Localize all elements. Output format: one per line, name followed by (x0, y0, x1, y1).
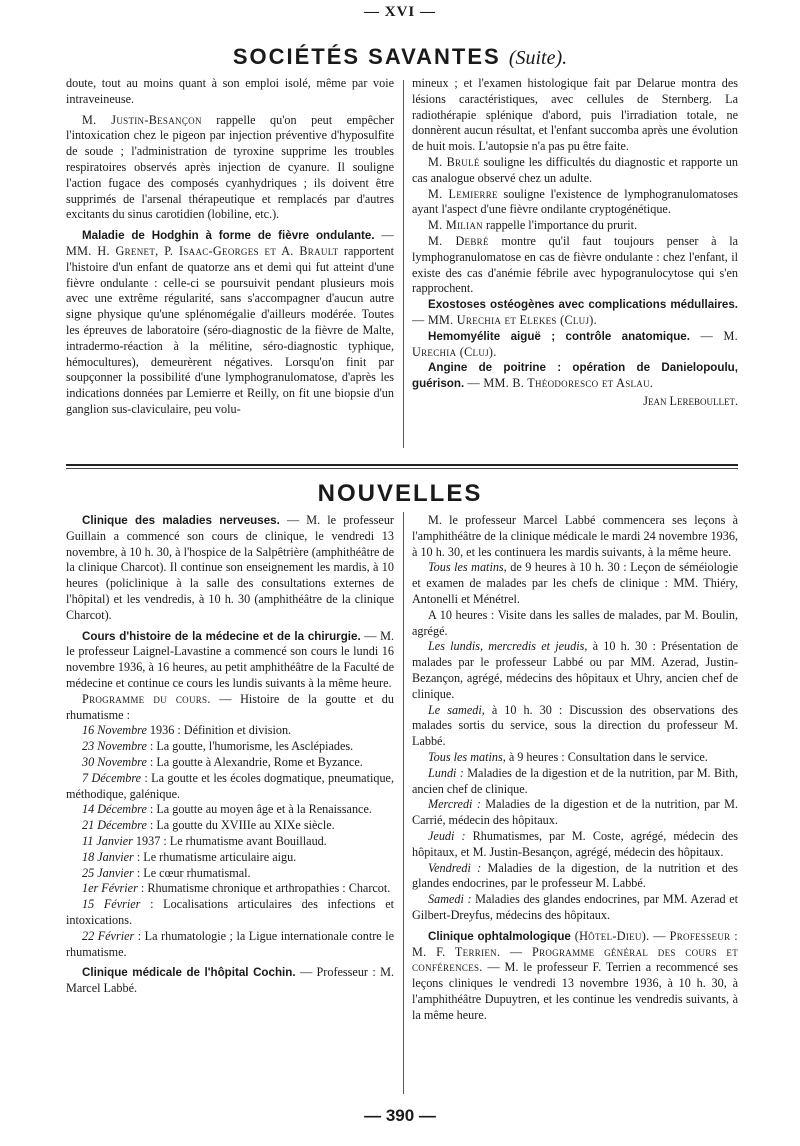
program-item: 22 Février : La rhumatologie ; la Ligue internationale contre le rhumatisme. (66, 928, 394, 959)
paragraph: M. Milian rappelle l'importance du prurit. (428, 218, 638, 233)
program-item: 14 Décembre : La goutte au moyen âge et à la Renaissance. (82, 802, 372, 817)
program-item: 16 Novembre 1936 : Définition et division. (82, 723, 292, 738)
section-title-societes (0, 44, 800, 70)
paragraph: doute, tout au moins quant à son emploi isolé, même par voie intraveineuse. (66, 76, 394, 106)
paragraph: mineux ; et l'examen histologique fait par Delarue montra des lésions caractéristiques, avec cellules de Sternberg. La radiothérapie splénique d'abord, puis l'irradiation totale, ne donnèrent aucun résultat, et l'enfant succomba après une évolution de huit mois. L'autopsie n'a pas pu être faite. (412, 76, 738, 154)
program-item: 30 Novembre : La goutte à Alexandrie, Rome et Byzance. (82, 754, 363, 769)
program-item: 15 Février : Localisations articulaires des infections et intoxications. (66, 897, 395, 927)
program-item: 23 Novembre : La goutte, l'humorisme, les Asclépiades. (82, 739, 354, 754)
schedule-item: Le samedi, à 10 h. 30 : Discussion des observations des malades sortis du service, sous la direction du professeur M. Labbé. (412, 702, 738, 749)
schedule-item: Tous les matins, de 9 heures à 10 h. 30 : Leçon de séméiologie et examen de malades par les chefs de clinique : MM. Thiéry, Antonelli et Ménétrel. (412, 560, 738, 606)
paragraph: Angine de poitrine : opération de Danielopoulu, guérison. — MM. B. Théodoresco et Aslau. (412, 361, 738, 391)
title-suite: (Suite). (508, 47, 568, 69)
nouvelles-left-column (66, 513, 394, 997)
schedule-item: Tous les matins, à 9 heures : Consultation dans le service. (428, 749, 708, 764)
schedule-item: Vendredi : Maladies de la digestion, de la nutrition et des glandes endocrines, par le professeur M. Labbé. (412, 860, 738, 891)
paragraph: Clinique des maladies nerveuses. — M. le professeur Guillain a commencé son cours de clinique, le vendredi 13 novembre, à 10 h. 30, à l'hospice de la Salpêtrière (amphithéâtre de la clinique Charcot). Il continue son enseignement les mardis, à 10 heures (policlinique à la salle des consultations externes de l'hôpital) et les vendredis, à 10 h. 30 (amphithéâtre de la clinique Charcot). (66, 513, 394, 622)
paragraph: M. Lemierre souligne l'existence de lymphogranulomatoses ayant l'aspect d'une fièvre ondilante cryptogénétique. (412, 186, 738, 217)
signature: Jean Lereboullet. (643, 393, 738, 408)
schedule-list (412, 560, 738, 923)
paragraph: Programme du cours. — Histoire de la goutte et du rhumatisme : (66, 691, 394, 722)
program-item: 25 Janvier : Le cœur rhumatismal. (82, 865, 251, 880)
page-number: — 390 — (364, 1106, 436, 1125)
column-divider (403, 512, 404, 1094)
paragraph: M. Brulé souligne les difficultés du diagnostic et rapporte un cas analogue observé chez un adulte. (412, 154, 738, 185)
title-text: SOCIÉTÉS SAVANTES (232, 44, 501, 69)
schedule-item: Samedi : Maladies des glandes endocrines, par MM. Azerad et Gilbert-Dreyfus, médecins des hôpitaux. (412, 892, 738, 922)
page-roman-numeral: — XVI — (363, 4, 436, 20)
paragraph: Exostoses ostéogènes avec complications médullaires. — MM. Urechia et Elekes (Cluj). (412, 298, 738, 327)
paragraph: Clinique médicale de l'hôpital Cochin. — Professeur : M. Marcel Labbé. (66, 965, 394, 996)
program-item: 11 Janvier 1937 : Le rhumatisme avant Bouillaud. (82, 833, 327, 848)
paragraph: M. Justin-Besançon rappelle qu'on peut empêcher l'intoxication chez le pigeon par injection préventive d'hyposulfite de soude ; l'administration de tyroxine supprime les troubles respiratoires observés après injection de cyanure. Il souligne l'action fugace des composés cyanhydriques ; ils doivent être supprimés de l'arsenal thérapeutique et remplacés par d'autres excitants du sinus carotidien (lobiline, etc.). (66, 112, 395, 222)
paragraph: Hemomyélite aiguë ; contrôle anatomique. — M. Urechia (Cluj). (412, 328, 738, 359)
program-item: 21 Décembre : La goutte du XVIIIe au XIXe siècle. (82, 818, 335, 833)
schedule-item: Jeudi : Rhumatismes, par M. Coste, agrégé, médecin des hôpitaux, et M. Justin-Besançon, agrégé, médecin des hôpitaux. (412, 828, 739, 859)
section-title-nouvelles: NOUVELLES (317, 480, 483, 507)
paragraph: Maladie de Hodghin à forme de fièvre ondulante. — MM. H. Grenet, P. Isaac-Georges et A. Brault rapportent l'histoire d'un enfant de quatorze ans et demi qui fut atteint d'une fièvre ondulante : celle-ci se poursuivit pendant plusieurs mois avec une extrême régularité, sans s'accompagner d'aucun autre signe physique qu'une splénomégalie d'ailleurs modérée. Toutes les épreuves de laboratoire (séro-diagnostic de la fièvre de Malte, intradermo-réaction à la mélitine, séro-diagnostic typhique, hémocultures), demeurèrent négatives. Lorsqu'on finit par soupçonner la possibilité d'une lymphogranulomatose, d'après les indications données par Lemierre et Reilly, on fit une biopsie d'un ganglion sus-claviculaire, peu volu- (66, 228, 394, 416)
paragraph: Clinique ophtalmologique (Hôtel-Dieu). — Professeur : M. F. Terrien. — Programme général des cours et conférences. — M. le professeur F. Terrien a recommencé ses leçons cliniques le vendredi 13 novembre 1936, à 10 h. 30, à l'amphithéâtre Dupuytren, et les continue les vendredis suivants, à la même heure. (412, 928, 738, 1022)
column-divider (403, 80, 404, 448)
program-item: 7 Décembre : La goutte et les écoles dogmatique, pneumatique, méthodique, galénique. (66, 770, 394, 801)
societes-right-column (412, 76, 738, 410)
section-rule (66, 464, 738, 466)
paragraph: M. Debré montre qu'il faut toujours penser à la lymphogranulomatose en cas de fièvre ondulante : chez l'enfant, il existe des cas d'anémie fébrile avec hypogranulocytose qui s'en rapprochent. (412, 233, 738, 296)
paragraph: M. le professeur Marcel Labbé commencera ses leçons à l'amphithéâtre de la clinique médicale le mardi 24 novembre 1936, à 10 h. 30, et les continuera les mardis suivants, à la même heure. (412, 513, 738, 559)
nouvelles-right-column (412, 513, 738, 1024)
schedule-item: Mercredi : Maladies de la digestion et de la nutrition, par M. Carrié, médecin des hôpitaux. (412, 797, 738, 828)
schedule-item: A 10 heures : Visite dans les salles de malades, par M. Boulin, agrégé. (412, 607, 738, 638)
schedule-item: Les lundis, mercredis et jeudis, à 10 h. 30 : Présentation de malades par le professeur Labbé ou par MM. Azerad, Justin-Bezançon, agrégé, médecins des hôpitaux et Uhry, ancien chef de clinique. (412, 639, 739, 701)
program-item: 1er Février : Rhumatisme chronique et arthropathies : Charcot. (82, 881, 391, 896)
program-list (66, 723, 394, 960)
societes-left-column (66, 76, 394, 418)
schedule-item: Lundi : Maladies de la digestion et de la nutrition, par M. Bith, ancien chef de clinique. (412, 765, 738, 796)
program-item: 18 Janvier : Le rhumatisme articulaire aigu. (82, 849, 297, 864)
section-rule (66, 468, 738, 469)
paragraph: Cours d'histoire de la médecine et de la chirurgie. — M. le professeur Laignel-Lavastine a commencé son cours le lundi 16 novembre 1936, à 16 heures, au petit amphithéâtre de la Faculté de médecine et continue ce cours les lundis suivants à la même heure. (66, 628, 395, 690)
